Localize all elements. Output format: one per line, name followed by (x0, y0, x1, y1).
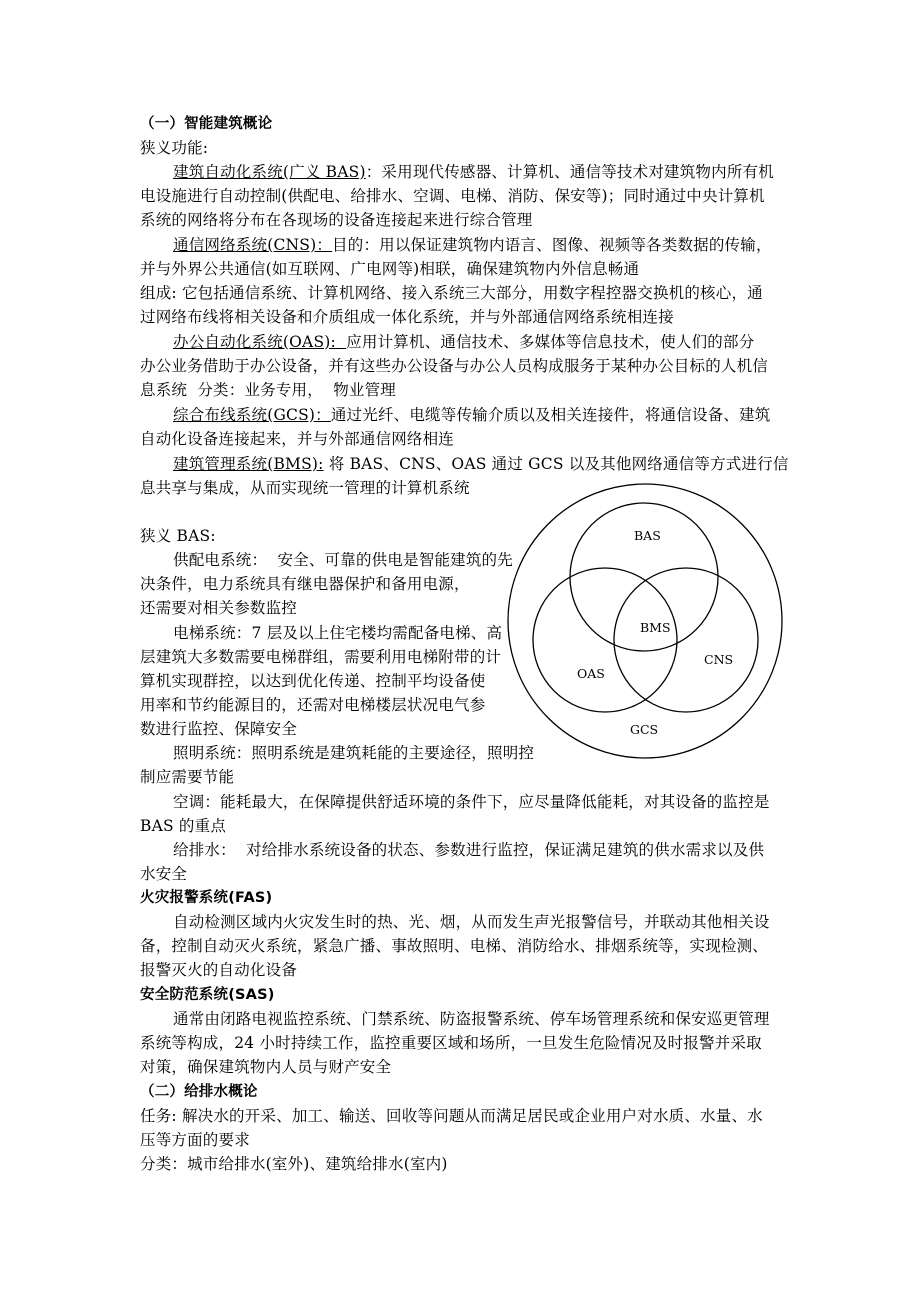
bas-paragraph-line: 电设施进行自动控制(供配电、给排水、空调、电梯、消防、保安等)；同时通过中央计算机 (140, 187, 765, 205)
bas-paragraph-line: 建筑自动化系统(广义 BAS)：采用现代传感器、计算机、通信等技术对建筑物内所有机 (173, 163, 774, 181)
oas-label: OAS (577, 666, 605, 681)
bas-term: 建筑自动化系统(广义 BAS) (173, 163, 366, 181)
bms-paragraph-line: 建筑管理系统(BMS): 将 BAS、CNS、OAS 通过 GCS 以及其他网络通信等方式进行信 (173, 455, 789, 473)
cns-label: CNS (704, 652, 734, 667)
lighting-system-line: 照明系统：照明系统是建筑耗能的主要途径，照明控 (173, 744, 535, 762)
elevator-system-line: 用率和节约能源目的，还需对电梯楼层状况电气参 (140, 696, 486, 714)
cns-term: 通信网络系统(CNS)： (173, 236, 333, 254)
sas-paragraph-line: 对策，确保建筑物内人员与财产安全 (140, 1058, 392, 1076)
elevator-system-line: 算机实现群控，以达到优化传递、控制平均设备使 (140, 672, 486, 690)
lighting-system-line: 制应需要节能 (140, 768, 235, 786)
power-system-line: 还需要对相关参数监控 (140, 599, 298, 617)
cns-paragraph-line: 过网络布线将相关设备和介质组成一体化系统，并与外部通信网络系统相连接 (140, 308, 674, 326)
section-title: （二）给排水概论 (140, 1084, 258, 1100)
cns-paragraph-line: 并与外界公共通信(如互联网、广电网等)相联，确保建筑物内外信息畅通 (140, 260, 640, 278)
task-line: 任务: 解决水的开采、加工、输送、回收等问题从而满足居民或企业用户对水质、水量、水 (140, 1107, 763, 1125)
cns-paragraph-line: 组成: 它包括通信系统、计算机网络、接入系统三大部分，用数字程控器交换机的核心，通 (140, 284, 763, 302)
task-line: 压等方面的要求 (140, 1131, 250, 1149)
fas-paragraph-line: 报警灭火的自动化设备 (140, 961, 298, 979)
bms-term: 建筑管理系统(BMS): (173, 455, 324, 473)
classification-line: 分类：城市给排水(室外)、建筑给排水(室内) (140, 1155, 448, 1173)
sas-title: 安全防范系统(SAS) (140, 987, 275, 1003)
power-system-line: 供配电系统： 安全、可靠的供电是智能建筑的先 (173, 551, 513, 569)
narrow-function-label: 狭义功能: (140, 139, 209, 157)
gcs-paragraph-line: 综合布线系统(GCS)：通过光纤、电缆等传输介质以及相关连接件，将通信设备、建筑 (173, 406, 771, 424)
hvac-line: 空调：能耗最大，在保障提供舒适环境的条件下，应尽量降低能耗，对其设备的监控是 (173, 793, 770, 811)
water-supply-line: 水安全 (140, 865, 188, 883)
water-supply-line: 给排水： 对给排水系统设备的状态、参数进行监控，保证满足建筑的供水需求以及供 (173, 841, 765, 859)
fas-title: 火灾报警系统(FAS) (140, 890, 273, 906)
bas-label: BAS (634, 528, 661, 543)
elevator-system-line: 数进行监控、保障安全 (140, 720, 298, 738)
section-title: （一）智能建筑概论 (140, 116, 273, 132)
elevator-system-line: 电梯系统：7 层及以上住宅楼均需配备电梯、高 (173, 624, 503, 642)
sas-paragraph-line: 系统等构成，24 小时持续工作，监控重要区域和场所，一旦发生危险情况及时报警并采取 (140, 1034, 762, 1052)
gcs-term: 综合布线系统(GCS)： (173, 406, 331, 424)
fas-paragraph-line: 自动检测区域内火灾发生时的热、光、烟，从而发生声光报警信号，并联动其他相关设 (173, 913, 770, 931)
gcs-paragraph-line: 自动化设备连接起来，并与外部通信网络相连 (140, 430, 455, 448)
narrow-bas-title: 狭义 BAS: (140, 527, 216, 545)
oas-paragraph-line: 办公业务借助于办公设备，并有这些办公设备与办公人员构成服务于某种办公目标的人机信 (140, 357, 769, 375)
sas-paragraph-line: 通常由闭路电视监控系统、门禁系统、防盗报警系统、停车场管理系统和保安巡更管理 (173, 1010, 770, 1028)
hvac-line: BAS 的重点 (140, 817, 227, 835)
cns-circle (614, 568, 758, 712)
fas-paragraph-line: 备，控制自动灭火系统，紧急广播、事故照明、电梯、消防给水、排烟系统等，实现检测、 (140, 937, 769, 955)
bms-paragraph-line: 息共享与集成，从而实现统一管理的计算机系统 (140, 479, 470, 497)
bas-paragraph-line: 系统的网络将分布在各现场的设备连接起来进行综合管理 (140, 211, 533, 229)
oas-paragraph-line: 息系统 分类：业务专用， 物业管理 (140, 381, 397, 399)
oas-term: 办公自动化系统(OAS): (173, 333, 347, 351)
oas-paragraph-line: 办公自动化系统(OAS): 应用计算机、通信技术、多媒体等信息技术，使人们的部分 (173, 333, 755, 351)
power-system-line: 决条件，电力系统具有继电器保护和备用电源， (140, 575, 470, 593)
system-venn-diagram (500, 480, 790, 770)
gcs-label: GCS (630, 722, 659, 737)
bms-label: BMS (640, 620, 671, 635)
elevator-system-line: 层建筑大多数需要电梯群组，需要利用电梯附带的计 (140, 648, 502, 666)
cns-paragraph-line: 通信网络系统(CNS)：目的：用以保证建筑物内语言、图像、视频等各类数据的传输， (173, 236, 772, 254)
